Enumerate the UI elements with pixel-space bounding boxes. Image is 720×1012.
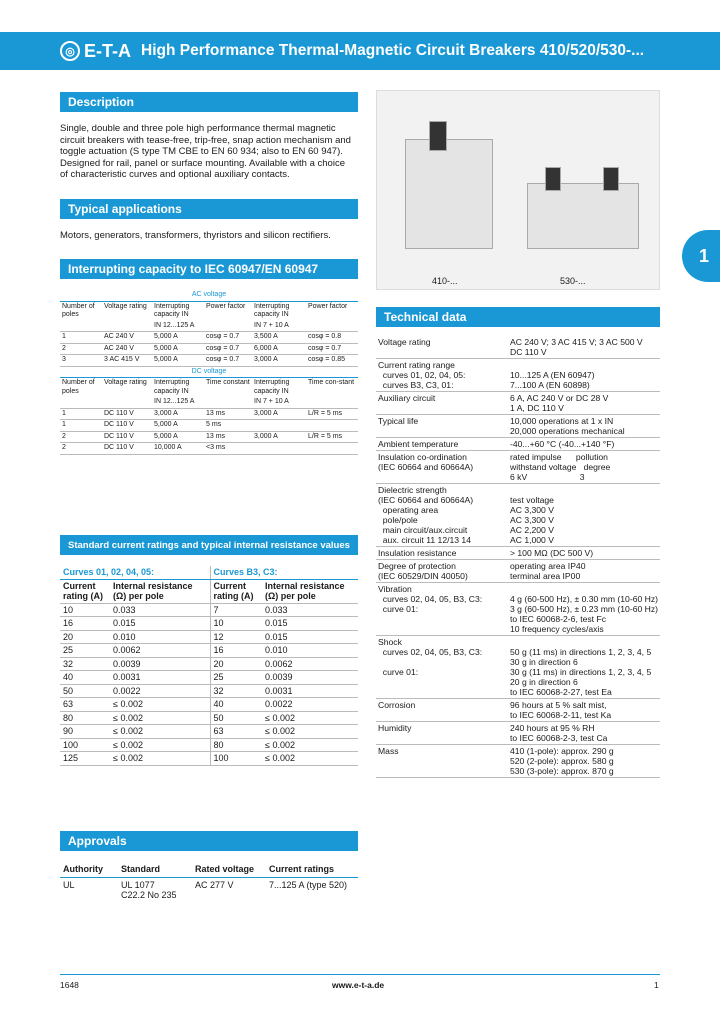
description-line: Designed for rail, panel or surface mounting. Available with a choice	[60, 157, 345, 169]
standard-ratings-table	[60, 566, 358, 766]
table-cell: 50	[60, 684, 110, 698]
table-cell: 10	[60, 603, 110, 617]
table-cell: 16	[60, 617, 110, 631]
table-row	[60, 725, 358, 739]
table-cell: 1	[60, 408, 102, 420]
table-cell: cosφ = 0.7	[306, 343, 358, 355]
table-cell: ≤ 0.002	[110, 725, 210, 739]
group-label: Curves 01, 02, 04, 05:	[60, 566, 210, 579]
table-cell: 0.015	[262, 630, 358, 644]
table-cell: 0.010	[262, 644, 358, 658]
table-cell	[204, 397, 252, 408]
table-cell: 0.033	[262, 603, 358, 617]
table-row	[60, 752, 358, 766]
table-row	[60, 711, 358, 725]
interrupting-capacity-table	[60, 290, 358, 455]
breaker-530-image	[527, 183, 639, 249]
table-row	[60, 443, 358, 455]
table-header-row	[60, 301, 358, 321]
table-cell: Internal resistance (Ω) per pole	[262, 579, 358, 603]
table-cell: 5,000 A	[152, 355, 204, 367]
table-cell: IN 7 + 10 A	[252, 321, 306, 332]
table-header-row	[60, 378, 358, 398]
table-cell: 7...125 A (type 520)	[269, 879, 348, 890]
table-cell: 3,000 A	[252, 431, 306, 443]
page-title: High Performance Thermal-Magnetic Circuit Breakers 410/520/530-...	[141, 42, 645, 59]
table-cell	[60, 397, 102, 408]
table-cell: IN 7 + 10 A	[252, 397, 306, 408]
table-cell: 2	[60, 431, 102, 443]
table-cell: Typical life	[376, 415, 508, 438]
table-cell: 5,000 A	[152, 332, 204, 344]
table-row	[376, 359, 660, 392]
table-cell: 410 (1-pole): approx. 290 g 520 (2-pole): approx. 580 g 530 (3-pole): approx. 870 g	[508, 745, 660, 778]
table-row	[376, 560, 660, 583]
company-logo	[60, 41, 131, 62]
table-cell: <3 ms	[204, 443, 252, 455]
table-cell: 0.033	[110, 603, 210, 617]
table-cell: Rated voltage	[192, 862, 266, 877]
technical-data-table	[376, 336, 660, 778]
table-cell: 50 g (11 ms) in directions 1, 2, 3, 4, 5 30 g in direction 6 30 g (11 ms) in directions 1, 2, 3, 4, 5 20 g in direction 6 to IEC 60068-2-27, test Ea	[508, 636, 660, 699]
footer-page-number: 1	[654, 980, 659, 990]
table-cell: Number of poles	[62, 379, 95, 395]
table-cell: 125	[60, 752, 110, 766]
table-row	[376, 636, 660, 699]
table-subheader-row	[60, 321, 358, 332]
table-cell: Current ratings	[266, 862, 358, 877]
applications-text: Motors, generators, transformers, thyristors and silicon rectifiers.	[60, 230, 331, 241]
table-cell: IN 12...125 A	[152, 321, 204, 332]
table-cell: DC 110 V	[102, 420, 152, 432]
table-cell: 0.0031	[110, 671, 210, 685]
table-cell: 5,000 A	[152, 343, 204, 355]
table-cell: 10,000 A	[152, 443, 204, 455]
table-row	[376, 451, 660, 484]
table-cell: 32	[60, 657, 110, 671]
table-cell	[306, 321, 358, 332]
table-cell: Standard	[118, 862, 192, 877]
table-cell	[306, 397, 358, 408]
table-cell: Interrupting capacity IN	[154, 302, 190, 318]
applications-heading: Typical applications	[60, 199, 358, 219]
table-cell: 0.0031	[262, 684, 358, 698]
table-cell: ≤ 0.002	[262, 725, 358, 739]
table-cell: 63	[210, 725, 262, 739]
table-cell: 32	[210, 684, 262, 698]
description-line: of characteristic curves and optional auxiliary contacts.	[60, 169, 290, 180]
table-cell: operating area IP40 terminal area IP00	[508, 560, 660, 583]
table-cell: Power factor	[206, 302, 246, 310]
footer-divider	[60, 974, 660, 975]
table-cell	[60, 321, 102, 332]
table-cell: cosφ = 0.7	[204, 332, 252, 344]
table-subheader-row	[60, 397, 358, 408]
table-header-row	[60, 579, 358, 603]
table-row	[60, 657, 358, 671]
logo-text: E-T-A	[84, 40, 131, 61]
table-cell: cosφ = 0.85	[306, 355, 358, 367]
table-cell: DC 110 V	[102, 431, 152, 443]
table-cell: AC 277 V	[195, 879, 234, 890]
table-cell: 16	[210, 644, 262, 658]
table-cell: 5 ms	[204, 420, 252, 432]
table-cell: Voltage rating	[104, 379, 147, 386]
table-row	[60, 738, 358, 752]
table-cell: > 100 MΩ (DC 500 V)	[508, 547, 660, 560]
table-cell: UL 1077 C22.2 No 235	[121, 879, 177, 900]
product-photo	[376, 90, 660, 290]
table-cell: 0.0062	[262, 657, 358, 671]
table-cell: 20	[60, 630, 110, 644]
table-row	[376, 336, 660, 359]
table-cell: 1	[60, 420, 102, 432]
breaker-410-image	[405, 139, 493, 249]
table-group-row	[60, 366, 358, 378]
table-row	[60, 332, 358, 344]
table-cell: UL	[63, 879, 75, 890]
table-cell: Current rating range curves 01, 02, 04, 05: curves B3, C3, 01:	[376, 359, 508, 392]
table-cell: Power factor	[308, 302, 348, 310]
table-cell: Corrosion	[376, 699, 508, 722]
table-row	[376, 438, 660, 451]
table-cell: 10,000 operations at 1 x IN 20,000 operations mechanical	[508, 415, 660, 438]
description-heading: Description	[60, 92, 358, 112]
table-cell: ≤ 0.002	[262, 738, 358, 752]
table-cell: Auxiliary circuit	[376, 392, 508, 415]
table-cell	[102, 397, 152, 408]
table-cell: Degree of protection (IEC 60529/DIN 40050)	[376, 560, 508, 583]
description-line: circuit breakers with tease-free, trip-free, snap action mechanism and	[60, 134, 351, 146]
table-cell: cosφ = 0.7	[204, 343, 252, 355]
table-cell: IN 12...125 A	[152, 397, 204, 408]
table-cell: 10...125 A (EN 60947) 7...100 A (EN 60898)	[508, 359, 660, 392]
table-cell	[306, 420, 358, 432]
table-cell: AC 240 V	[102, 332, 152, 344]
table-cell: Voltage rating	[376, 336, 508, 359]
interrupting-heading: Interrupting capacity to IEC 60947/EN 60947	[60, 259, 358, 279]
table-cell: 90	[60, 725, 110, 739]
table-cell: 0.015	[110, 617, 210, 631]
table-cell: 96 hours at 5 % salt mist, to IEC 60068-2-11, test Ka	[508, 699, 660, 722]
table-cell: rated impulse pollution withstand voltage degree 6 kV 3	[508, 451, 660, 484]
approvals-table	[60, 862, 358, 903]
table-cell: 2	[60, 443, 102, 455]
table-cell: 3,000 A	[252, 355, 306, 367]
table-row	[60, 420, 358, 432]
table-row	[60, 603, 358, 617]
table-cell	[252, 443, 306, 455]
table-row	[60, 698, 358, 712]
table-cell: AC 240 V; 3 AC 415 V; 3 AC 500 V DC 110 V	[508, 336, 660, 359]
table-cell: Mass	[376, 745, 508, 778]
table-cell: Insulation co-ordination (IEC 60664 and 60664A)	[376, 451, 508, 484]
table-cell: Vibration curves 02, 04, 05, B3, C3: curve 01:	[376, 583, 508, 636]
table-cell: 3 AC 415 V	[102, 355, 152, 367]
table-group-row	[60, 290, 358, 301]
table-cell: 0.0039	[262, 671, 358, 685]
table-cell: 63	[60, 698, 110, 712]
table-row	[60, 408, 358, 420]
table-cell: 3,500 A	[252, 332, 306, 344]
table-cell	[252, 420, 306, 432]
table-cell: ≤ 0.002	[110, 711, 210, 725]
logo-mark-icon: ◎	[60, 41, 80, 61]
table-row	[376, 699, 660, 722]
table-row	[60, 431, 358, 443]
table-cell: -40...+60 °C (-40...+140 °F)	[508, 438, 660, 451]
table-cell: ≤ 0.002	[110, 698, 210, 712]
photo-caption-530: 530-...	[560, 276, 586, 286]
group-label: AC voltage	[60, 290, 358, 301]
table-cell: 4 g (60-500 Hz), ± 0.30 mm (10-60 Hz) 3 g (60-500 Hz), ± 0.23 mm (10-60 Hz) to IEC 60068-2-6, test Fc 10 frequency cycles/axis	[508, 583, 660, 636]
table-cell: 50	[210, 711, 262, 725]
table-row	[60, 630, 358, 644]
toggle-icon	[429, 121, 447, 151]
table-cell	[102, 321, 152, 332]
table-row	[376, 484, 660, 547]
toggle-icon	[603, 167, 619, 191]
chapter-tab: 1	[682, 230, 720, 282]
approvals-heading: Approvals	[60, 831, 358, 851]
table-row	[376, 745, 660, 778]
table-cell: Internal resistance (Ω) per pole	[110, 579, 210, 603]
table-row	[60, 355, 358, 367]
footer-code: 1648	[60, 980, 79, 990]
table-cell: ≤ 0.002	[110, 738, 210, 752]
table-row	[60, 684, 358, 698]
photo-caption-410: 410-...	[432, 276, 458, 286]
table-cell: ≤ 0.002	[110, 752, 210, 766]
table-row	[60, 343, 358, 355]
table-cell: Voltage rating	[104, 302, 147, 310]
table-cell: 3	[60, 355, 102, 367]
table-cell: 80	[210, 738, 262, 752]
table-row	[376, 722, 660, 745]
table-cell: Interrupting capacity IN	[154, 379, 190, 395]
table-cell: 10	[210, 617, 262, 631]
table-cell: 0.0022	[262, 698, 358, 712]
table-cell: Time con-stant	[308, 379, 355, 386]
table-cell: Ambient temperature	[376, 438, 508, 451]
table-header-row	[60, 862, 358, 877]
description-line: toggle actuation (S type TM CBE to EN 60 934; also to EN 60 947).	[60, 146, 343, 157]
table-cell: Time constant	[206, 379, 250, 386]
table-cell: Shock curves 02, 04, 05, B3, C3: curve 01:	[376, 636, 508, 699]
table-cell: 80	[60, 711, 110, 725]
table-cell: Interrupting capacity IN	[254, 302, 290, 318]
table-cell: 5,000 A	[152, 420, 204, 432]
table-row	[60, 877, 358, 903]
group-label: DC voltage	[60, 366, 358, 378]
table-cell: Dielectric strength (IEC 60664 and 60664A) operating area pole/pole main circuit/aux.circuit aux. circuit 11 12/13 14	[376, 484, 508, 547]
footer-website: www.e-t-a.de	[332, 980, 385, 990]
table-cell: 40	[60, 671, 110, 685]
standard-ratings-heading: Standard current ratings and typical internal resistance values	[60, 535, 358, 555]
table-cell: 5,000 A	[152, 431, 204, 443]
toggle-icon	[545, 167, 561, 191]
table-row	[376, 415, 660, 438]
table-row	[376, 547, 660, 560]
table-cell: 100	[210, 752, 262, 766]
table-cell: 13 ms	[204, 431, 252, 443]
table-cell: L/R = 5 ms	[306, 431, 358, 443]
table-cell	[204, 321, 252, 332]
table-cell: 20	[210, 657, 262, 671]
table-cell: 0.010	[110, 630, 210, 644]
table-row	[376, 392, 660, 415]
header-bar	[0, 32, 720, 70]
table-cell: 240 hours at 95 % RH to IEC 60068-2-3, test Ca	[508, 722, 660, 745]
table-cell: 25	[210, 671, 262, 685]
table-cell: 3,000 A	[152, 408, 204, 420]
table-cell: 6,000 A	[252, 343, 306, 355]
table-cell: ≤ 0.002	[262, 752, 358, 766]
table-cell: 0.0022	[110, 684, 210, 698]
group-label: Curves B3, C3:	[210, 566, 358, 579]
table-cell: test voltage AC 3,300 V AC 3,300 V AC 2,200 V AC 1,000 V	[508, 484, 660, 547]
table-cell: ≤ 0.002	[262, 711, 358, 725]
table-cell: DC 110 V	[102, 408, 152, 420]
table-cell: 2	[60, 343, 102, 355]
table-cell: Authority	[60, 862, 118, 877]
description-line: Single, double and three pole high performance thermal magnetic	[60, 123, 336, 134]
table-cell: 0.015	[262, 617, 358, 631]
table-cell: 3,000 A	[252, 408, 306, 420]
table-cell: L/R = 5 ms	[306, 408, 358, 420]
table-cell: cosφ = 0.7	[204, 355, 252, 367]
table-cell: Current rating (A)	[210, 579, 262, 603]
table-cell: 6 A, AC 240 V or DC 28 V 1 A, DC 110 V	[508, 392, 660, 415]
table-cell: 7	[210, 603, 262, 617]
table-cell: 25	[60, 644, 110, 658]
table-cell: 40	[210, 698, 262, 712]
table-cell: Current rating (A)	[60, 579, 110, 603]
technical-heading: Technical data	[376, 307, 660, 327]
table-cell: 13 ms	[204, 408, 252, 420]
table-cell: 12	[210, 630, 262, 644]
table-cell: Interrupting capacity IN	[254, 379, 290, 395]
table-cell: Insulation resistance	[376, 547, 508, 560]
table-row	[60, 644, 358, 658]
table-row	[376, 583, 660, 636]
table-cell: Number of poles	[62, 302, 95, 318]
table-row	[60, 617, 358, 631]
table-cell	[306, 443, 358, 455]
table-cell: 0.0039	[110, 657, 210, 671]
description-text	[60, 123, 360, 181]
table-cell: 0.0062	[110, 644, 210, 658]
table-cell: Humidity	[376, 722, 508, 745]
table-cell: DC 110 V	[102, 443, 152, 455]
table-cell: AC 240 V	[102, 343, 152, 355]
table-cell: 1	[60, 332, 102, 344]
table-cell: 100	[60, 738, 110, 752]
table-cell: cosφ = 0.8	[306, 332, 358, 344]
table-row	[60, 671, 358, 685]
